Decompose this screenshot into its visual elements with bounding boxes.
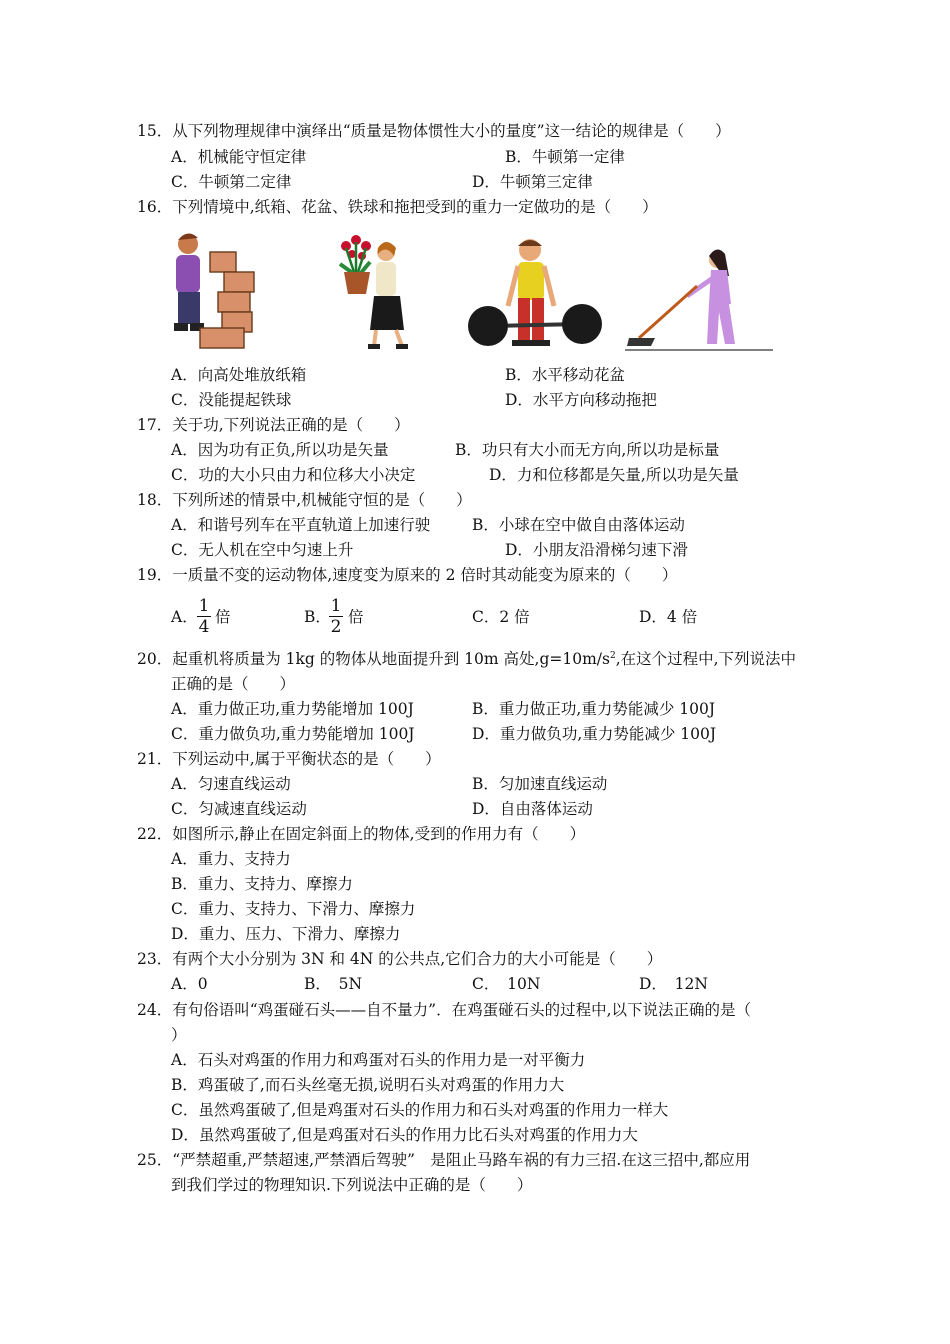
q23-option-c: C． 10N [472, 975, 541, 993]
q21-option-a: A．匀速直线运动 [171, 775, 291, 793]
question-21-stem: 21．下列运动中,属于平衡状态的是（ ） [137, 750, 441, 768]
q18-option-c: C．无人机在空中匀速上升 [171, 541, 354, 559]
q21-option-d: D．自由落体运动 [472, 800, 593, 818]
boxes-stacking-illustration [166, 228, 270, 353]
q20-option-d: D．重力做负功,重力势能减少 100J [472, 725, 717, 743]
q24-option-d: D．虽然鸡蛋破了,但是鸡蛋对石头的作用力比石头对鸡蛋的作用力大 [171, 1126, 638, 1144]
question-18-stem: 18．下列所述的情景中,机械能守恒的是（ ） [137, 491, 472, 509]
fraction-numerator: 1 [198, 596, 210, 616]
fraction-numerator: 1 [330, 596, 342, 616]
q19-option-a-unit: 倍 [215, 608, 231, 626]
q16-option-b: B．水平移动花盆 [505, 366, 625, 384]
q24-option-c: C．虽然鸡蛋破了,但是鸡蛋对石头的作用力和石头对鸡蛋的作用力一样大 [171, 1101, 669, 1119]
question-25-stem-line-1: 25．“严禁超重,严禁超速,严禁酒后驾驶” 是阻止马路车祸的有力三招.在这三招中,都应用 [137, 1151, 751, 1169]
q19-option-a-fraction [195, 596, 213, 637]
q22-option-d: D．重力、压力、下滑力、摩擦力 [171, 925, 401, 943]
q23-option-d: D． 12N [639, 975, 708, 993]
q17-option-c: C．功的大小只由力和位移大小决定 [171, 466, 416, 484]
question-24-stem-line-1: 24．有句俗语叫“鸡蛋碰石头——自不量力”．在鸡蛋碰石头的过程中,以下说法正确的是（ [137, 1001, 752, 1019]
q22-option-a: A．重力、支持力 [171, 850, 291, 868]
q15-option-c: C．牛顿第二定律 [171, 173, 292, 191]
flowerpot-carrying-illustration [334, 234, 412, 354]
q16-option-a: A．向高处堆放纸箱 [171, 366, 307, 384]
q20-option-c: C．重力做负功,重力势能增加 100J [171, 725, 415, 743]
q21-option-c: C．匀减速直线运动 [171, 800, 307, 818]
q18-option-a: A．和谐号列车在平直轨道上加速行驶 [171, 516, 431, 534]
q16-option-c: C．没能提起铁球 [171, 391, 292, 409]
q18-option-b: B．小球在空中做自由落体运动 [472, 516, 685, 534]
q17-option-b: B．功只有大小而无方向,所以功是标量 [455, 441, 720, 459]
q17-option-a: A．因为功有正负,所以功是矢量 [171, 441, 389, 459]
q20-option-a: A．重力做正功,重力势能增加 100J [171, 700, 414, 718]
q21-option-b: B．匀加速直线运动 [472, 775, 608, 793]
q19-option-b-label: B． [304, 608, 331, 626]
q20-stem-superscript: 2 [609, 650, 616, 661]
q19-option-c: C．2 倍 [472, 608, 530, 626]
q23-option-b: B． 5N [304, 975, 363, 993]
q20-option-b: B．重力做正功,重力势能减少 100J [472, 700, 716, 718]
q22-option-b: B．重力、支持力、摩擦力 [171, 875, 353, 893]
q19-option-d: D．4 倍 [639, 608, 698, 626]
q24-option-a: A．石头对鸡蛋的作用力和鸡蛋对石头的作用力是一对平衡力 [171, 1051, 586, 1069]
question-17-stem: 17．关于功,下列说法正确的是（ ） [137, 416, 410, 434]
question-19-stem: 19．一质量不变的运动物体,速度变为原来的 2 倍时其动能变为原来的（ ） [137, 566, 678, 584]
q24-option-b: B．鸡蛋破了,而石头丝毫无损,说明石头对鸡蛋的作用力大 [171, 1076, 565, 1094]
q19-option-a-label: A． [171, 608, 198, 626]
fraction-denominator: 2 [330, 617, 342, 637]
mopping-illustration [625, 246, 773, 354]
barbell-lifting-illustration [468, 236, 602, 356]
question-20-stem-line-2: 正确的是（ ） [171, 675, 296, 693]
q20-stem-post: ,在这个过程中,下列说法中 [615, 650, 797, 668]
q15-option-b: B．牛顿第一定律 [505, 148, 625, 166]
q23-option-a: A．0 [171, 975, 208, 993]
q18-option-d: D．小朋友沿滑梯匀速下滑 [505, 541, 688, 559]
fraction-denominator: 4 [198, 617, 210, 637]
question-25-stem-line-2: 到我们学过的物理知识.下列说法中正确的是（ ） [171, 1176, 533, 1194]
question-24-stem-line-2: ） [171, 1026, 187, 1044]
q15-option-a: A．机械能守恒定律 [171, 148, 307, 166]
question-15-stem: 15．从下列物理规律中演绎出“质量是物体惯性大小的量度”这一结论的规律是（ ） [137, 122, 731, 140]
q16-option-d: D．水平方向移动拖把 [505, 391, 657, 409]
q19-option-b-unit: 倍 [348, 608, 364, 626]
question-20-stem-line-1 [137, 647, 796, 672]
question-22-stem: 22．如图所示,静止在固定斜面上的物体,受到的作用力有（ ） [137, 825, 586, 843]
q19-option-b-fraction [327, 596, 345, 637]
q15-option-d: D．牛顿第三定律 [472, 173, 593, 191]
question-16-stem: 16．下列情境中,纸箱、花盆、铁球和拖把受到的重力一定做功的是（ ） [137, 198, 658, 216]
q17-option-d: D．力和位移都是矢量,所以功是矢量 [489, 466, 739, 484]
question-23-stem: 23．有两个大小分别为 3N 和 4N 的公共点,它们合力的大小可能是（ ） [137, 950, 663, 968]
q22-option-c: C．重力、支持力、下滑力、摩擦力 [171, 900, 416, 918]
q20-stem-pre: 20．起重机将质量为 1kg 的物体从地面提升到 10m 高处,g=10m/s [137, 650, 610, 668]
